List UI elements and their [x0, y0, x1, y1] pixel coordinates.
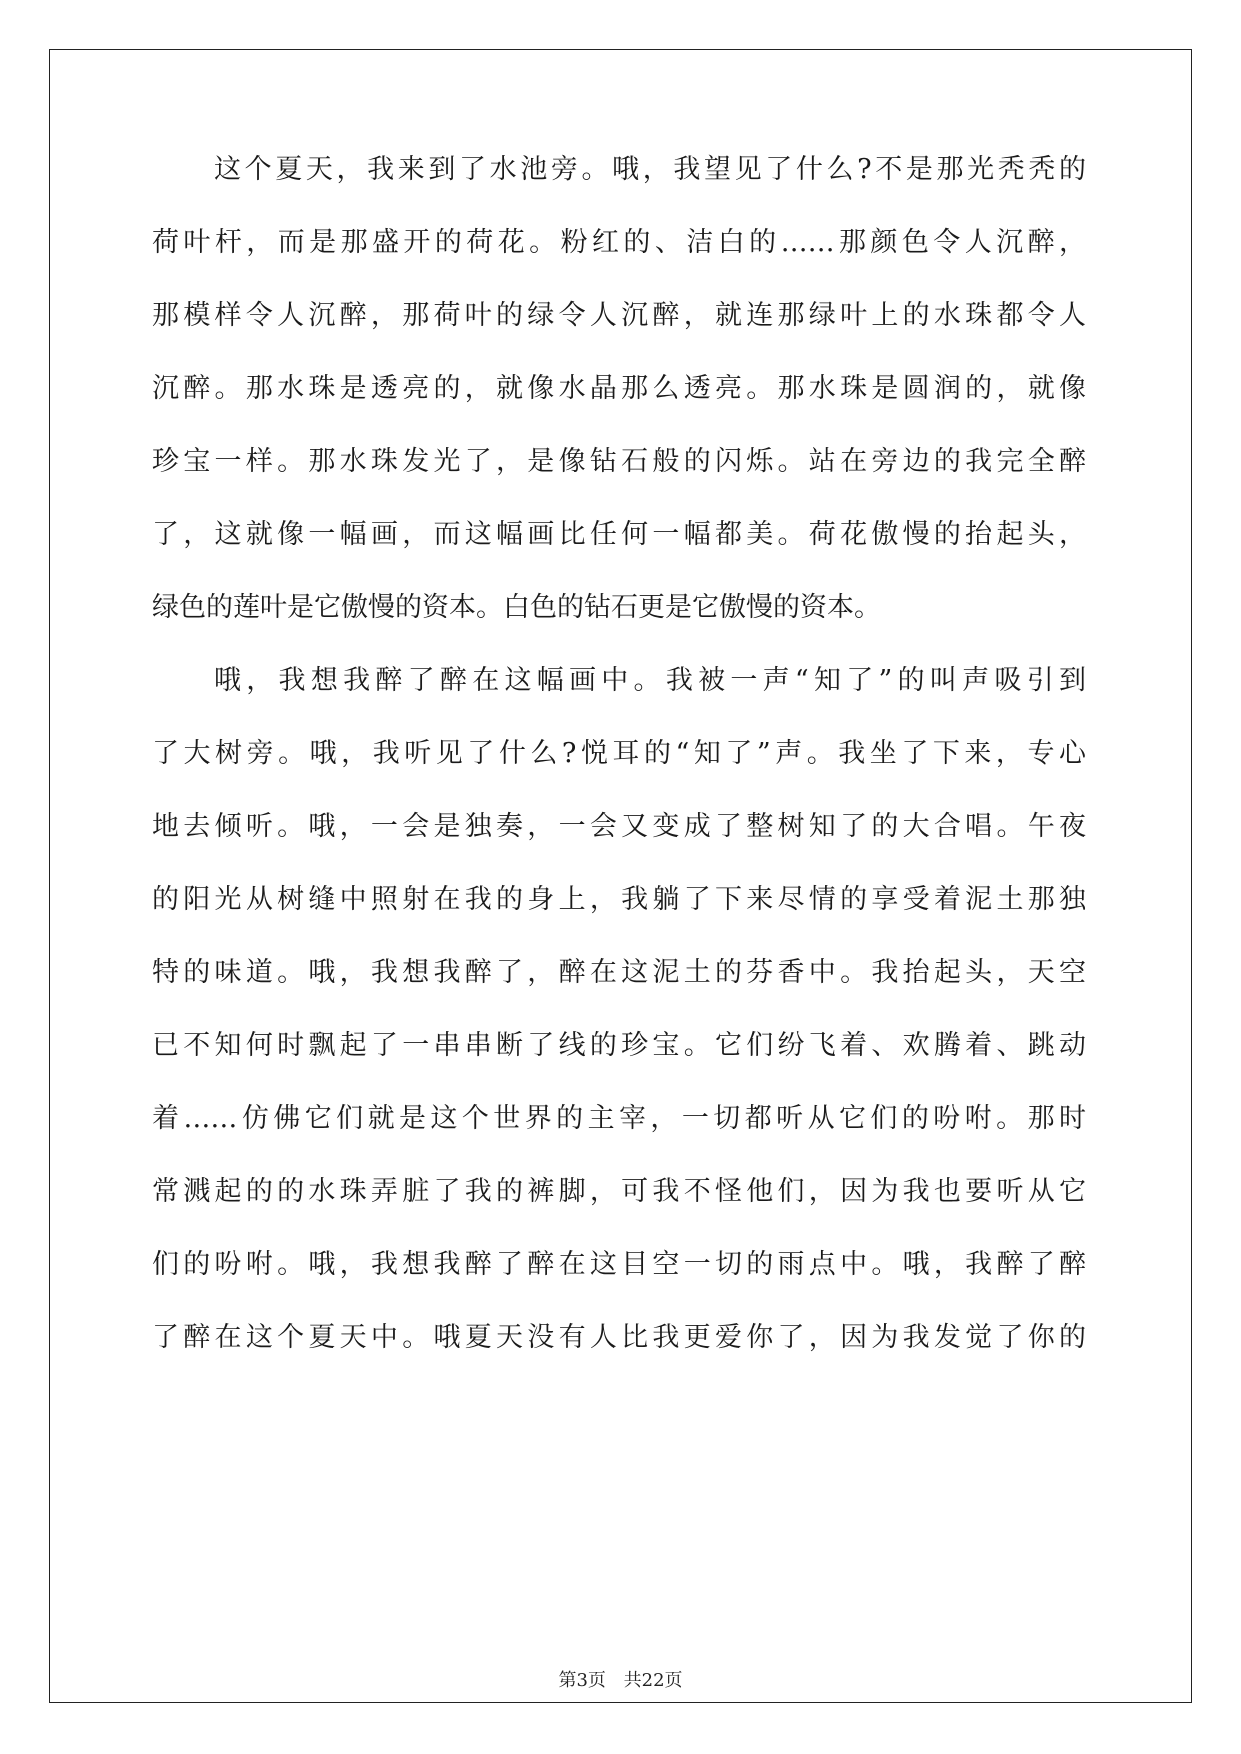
text-line: 的阳光从树缝中照射在我的身上，我躺了下来尽情的享受着泥土那独: [152, 884, 1086, 915]
page-number: 第3页: [558, 1670, 606, 1691]
text-line: 荷叶杆，而是那盛开的荷花。粉红的、洁白的……那颜色令人沉醉，: [152, 227, 1086, 258]
text-line: 地去倾听。哦，一会是独奏，一会又变成了整树知了的大合唱。午夜: [152, 811, 1086, 842]
text-line: 了，这就像一幅画，而这幅画比任何一幅都美。荷花傲慢的抬起头，: [152, 519, 1086, 550]
text-line: 常溅起的的水珠弄脏了我的裤脚，可我不怪他们，因为我也要听从它: [152, 1176, 1086, 1207]
text-line: 们的吩咐。哦，我想我醉了醉在这目空一切的雨点中。哦，我醉了醉: [152, 1249, 1086, 1280]
page-total: 共22页: [623, 1670, 683, 1691]
text-line: 特的味道。哦，我想我醉了，醉在这泥土的芬香中。我抬起头，天空: [152, 957, 1086, 988]
page-footer: [0, 1666, 1241, 1692]
text-line: 绿色的莲叶是它傲慢的资本。白色的钻石更是它傲慢的资本。: [152, 592, 881, 623]
text-line: 着……仿佛它们就是这个世界的主宰，一切都听从它们的吩咐。那时: [152, 1103, 1086, 1134]
text-line: 这个夏天，我来到了水池旁。哦，我望见了什么?不是那光秃秃的: [214, 154, 1086, 185]
text-line: 沉醉。那水珠是透亮的，就像水晶那么透亮。那水珠是圆润的，就像: [152, 373, 1086, 404]
text-line: 那模样令人沉醉，那荷叶的绿令人沉醉，就连那绿叶上的水珠都令人: [152, 300, 1086, 331]
text-line: 已不知何时飘起了一串串断了线的珍宝。它们纷飞着、欢腾着、跳动: [152, 1030, 1086, 1061]
text-line: 珍宝一样。那水珠发光了，是像钻石般的闪烁。站在旁边的我完全醉: [152, 446, 1086, 477]
text-line: 了醉在这个夏天中。哦夏天没有人比我更爱你了，因为我发觉了你的: [152, 1322, 1086, 1353]
text-line: 哦，我想我醉了醉在这幅画中。我被一声“知了”的叫声吸引到: [214, 665, 1086, 696]
text-line: 了大树旁。哦，我听见了什么?悦耳的“知了”声。我坐了下来，专心: [152, 738, 1086, 769]
